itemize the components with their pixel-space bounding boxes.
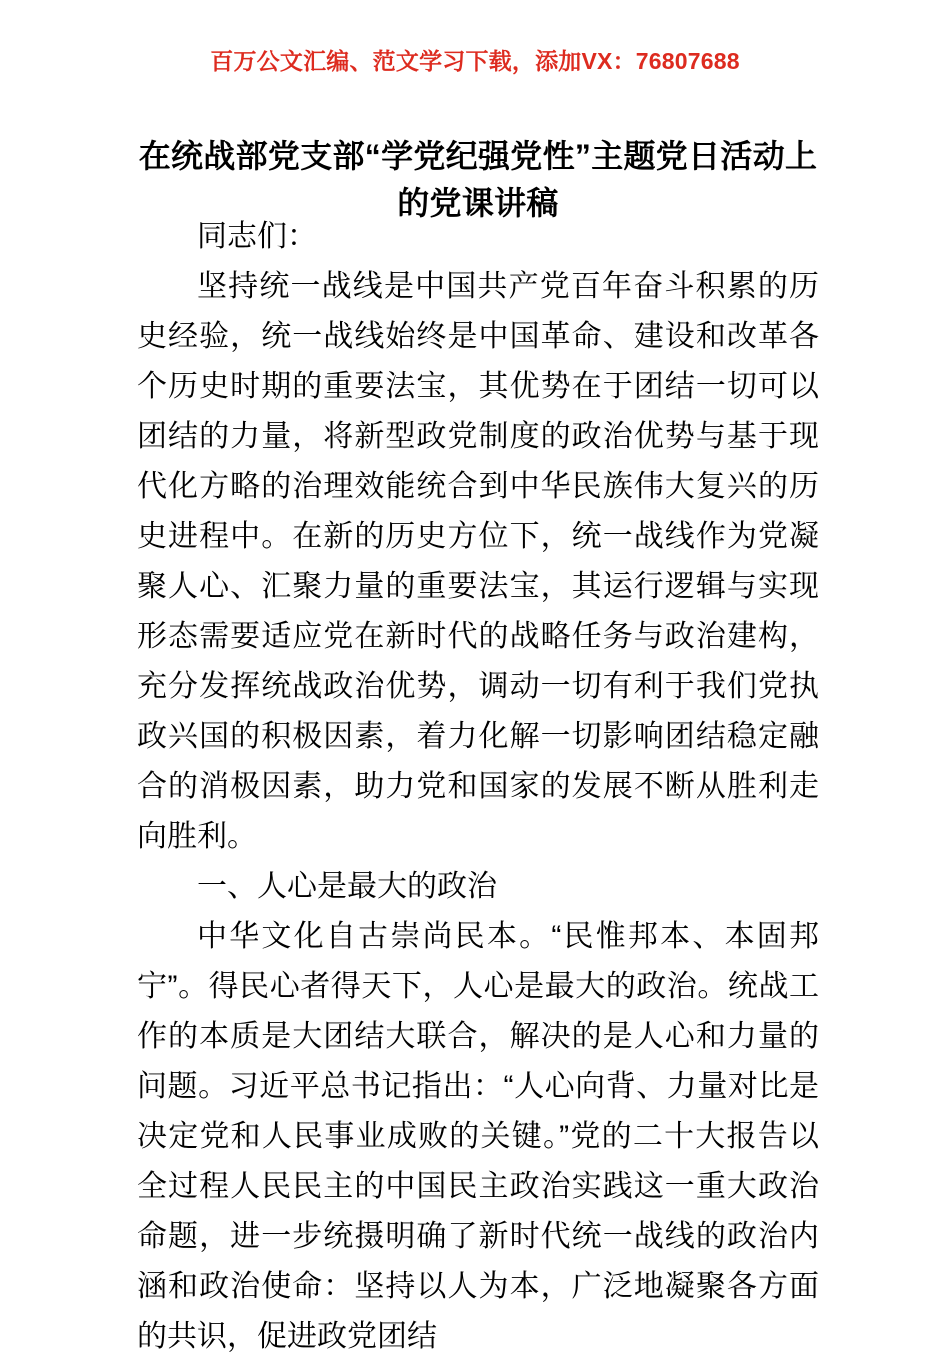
section-heading-1: 一、人心是最大的政治 <box>197 870 497 903</box>
salutation-line: 同志们： <box>197 220 317 253</box>
body-paragraph: 中华文化自古崇尚民本。“民惟邦本、本固邦宁”。得民心者得天下，人心是最大的政治。统战工作的本质是大团结大联合，解决的是人心和力量的问题。习近平总书记指出：“人心向背、力量对比是决定党和人民事业成败的关键。”党的二十大报告以全过程人民民主的中国民主政治实践这一重大政治命题，进一步统摄明确了新时代统一战线的政治内涵和政治使命：坚持以人为本，广泛地凝聚各方面的共识，促进政党团结 <box>137 920 819 1353</box>
body-paragraph: 坚持统一战线是中国共产党百年奋斗积累的历史经验，统一战线始终是中国革命、建设和改革各个历史时期的重要法宝，其优势在于团结一切可以团结的力量，将新型政党制度的政治优势与基于现代化方略的治理效能统合到中华民族伟大复兴的历史进程中。在新的历史方位下，统一战线作为党凝聚人心、汇聚力量的重要法宝，其运行逻辑与实现形态需要适应党在新时代的战略任务与政治建构，充分发挥统战政治优势，调动一切有利于我们党执政兴国的积极因素，着力化解一切影响团结稳定融合的消极因素，助力党和国家的发展不断从胜利走向胜利。 <box>137 270 819 853</box>
promo-header-text: 百万公文汇编、范文学习下载，添加VX：76807688 <box>210 48 740 74</box>
document-title: 在统战部党支部“学党纪强党性”主题党日活动上的党课讲稿 <box>138 138 818 222</box>
document-body <box>137 212 819 1362</box>
